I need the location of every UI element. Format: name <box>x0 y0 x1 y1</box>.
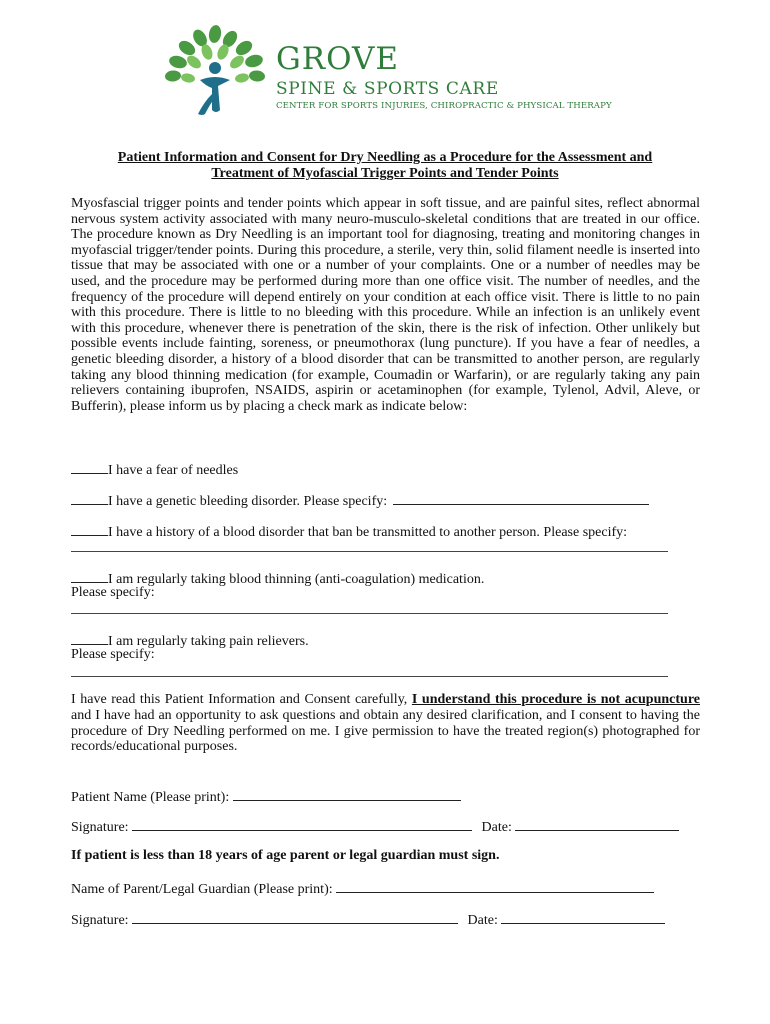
minor-note: If patient is less than 18 years of age parent or legal guardian must sign. <box>71 848 500 863</box>
checklist-label: I have a fear of needles <box>108 463 239 478</box>
patient-signature-field[interactable] <box>132 817 472 831</box>
check-blank[interactable] <box>71 631 108 645</box>
checklist-label: I am regularly taking blood thinning (anti-coagulation) medication. <box>108 572 485 587</box>
check-blank[interactable] <box>71 491 108 505</box>
guardian-name-field[interactable] <box>336 879 654 893</box>
checklist-item-history <box>71 522 627 541</box>
checklist-item-fear <box>71 460 238 479</box>
checklist-label: I am regularly taking pain relievers. <box>108 634 309 649</box>
brand-subtitle: SPINE & SPORTS CARE <box>276 79 499 99</box>
consent-text-2: and I have had an opportunity to ask questions and obtain any desired clarification, and I consent to having the procedure of Dry Needling performed on me. I give permission to have the treated region(s) photographed for records/educational purposes. <box>71 707 700 755</box>
check-blank[interactable] <box>71 569 108 583</box>
brand-tagline: CENTER FOR SPORTS INJURIES, CHIROPRACTIC & PHYSICAL THERAPY <box>276 101 612 111</box>
checklist-label: I have a genetic bleeding disorder. Please specify: <box>108 494 388 509</box>
consent-paragraph <box>71 692 700 755</box>
consent-text-1: I have read this Patient Information and Consent carefully, <box>71 692 412 707</box>
patient-date-field[interactable] <box>515 817 679 831</box>
title-line-2: Treatment of Myofascial Trigger Points and Tender Points <box>211 166 559 181</box>
patient-signature-row <box>71 817 679 836</box>
guardian-signature-row <box>71 910 665 929</box>
specify-label: Please specify: <box>71 647 155 662</box>
check-blank[interactable] <box>71 460 108 474</box>
specify-label: Please specify: <box>71 585 155 600</box>
patient-name-row <box>71 787 461 806</box>
signature-label: Signature: <box>71 820 129 835</box>
patient-name-label: Patient Name (Please print): <box>71 790 230 805</box>
signature-label: Signature: <box>71 913 129 928</box>
specify-line-pain[interactable] <box>71 676 668 677</box>
tree-logo-icon <box>160 24 270 120</box>
clinic-logo <box>160 24 612 120</box>
specify-line-thinning[interactable] <box>71 613 668 614</box>
specify-line-history[interactable] <box>71 551 668 552</box>
guardian-name-row <box>71 879 654 898</box>
brand-name: GROVE <box>276 41 399 77</box>
guardian-date-field[interactable] <box>501 910 665 924</box>
guardian-name-label: Name of Parent/Legal Guardian (Please print): <box>71 882 333 897</box>
checklist-label: I have a history of a blood disorder that ban be transmitted to another person. Please specify: <box>108 525 628 540</box>
consent-emphasis: I understand this procedure is not acupuncture <box>411 692 700 707</box>
patient-name-field[interactable] <box>233 787 461 801</box>
intro-paragraph: Myosfascial trigger points and tender points which appear in soft tissue, and are painful sites, reflect abnormal nervous system activity associated with many neuro-musculo-skeletal conditions that are treated in our office. The procedure known as Dry Needling is an important tool for diagnosing, treating and monitoring changes in myofascial trigger/tender points. During this procedure, a sterile, very thin, solid filament needle is inserted into tissue that may be associated with one or a number of your complaints. One or a number of needles may be used, and the procedure may be performed during more than one office visit. The number of needles, and the frequency of the procedure will depend entirely on your condition at each office visit. There is little to no pain with this procedure. There is little to no bleeding with this procedure. While an infection is an unlikely event with this procedure, whenever there is penetration of the skin, there is the risk of infection. Other unlikely but possible events include fainting, soreness, or pneumothorax (lung puncture). If you have a fear of needles, a genetic bleeding disorder, a history of a blood disorder that can be transmitted to another person, are regularly taking any blood thinning medication (for example, Coumadin or Warfarin), or are regularly taking any pain relievers containing ibuprofen, NSAIDS, aspirin or acetaminophen (for example, Tylenol, Advil, Aleve, or Bufferin), please inform us by placing a check mark as indicate below: <box>71 196 700 414</box>
guardian-signature-field[interactable] <box>132 910 458 924</box>
title-line-1: Patient Information and Consent for Dry Needling as a Procedure for the Assessment and <box>117 150 653 165</box>
checklist-item-genetic <box>71 491 649 510</box>
date-label: Date: <box>467 913 498 928</box>
document-title <box>70 150 700 182</box>
date-label: Date: <box>481 820 512 835</box>
check-blank[interactable] <box>71 522 108 536</box>
specify-field[interactable] <box>393 491 649 505</box>
